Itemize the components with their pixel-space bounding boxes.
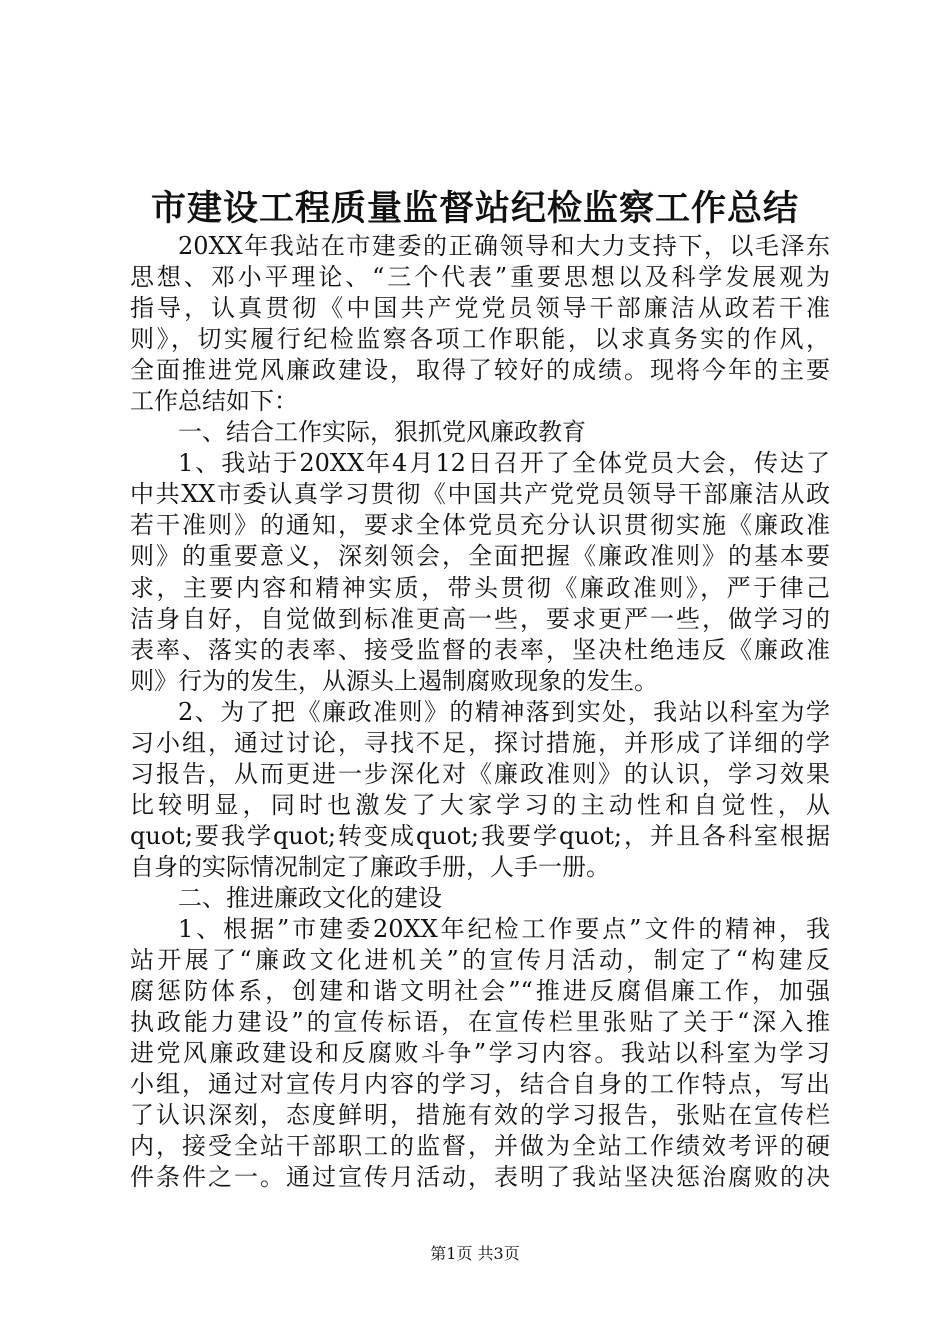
text-line: quot;要我学quot;转变成quot;我要学quot;，并且各科室根据: [130, 821, 830, 850]
text-line: 件条件之一。通过宣传月活动，表明了我站坚决惩治腐败的决: [130, 1163, 830, 1192]
text-line: 比较明显，同时也激发了大家学习的主动性和自觉性，从: [130, 790, 830, 819]
text-line: 则》行为的发生，从源头上遏制腐败现象的发生。: [130, 666, 658, 695]
text-line: 则》，切实履行纪检监察各项工作职能，以求真务实的作风，: [130, 325, 830, 354]
text-line: 小组，通过对宣传月内容的学习，结合自身的工作特点，写出: [130, 1070, 830, 1099]
text-line: 表率、落实的表率、接受监督的表率，坚决杜绝违反《廉政准: [130, 635, 830, 664]
text-line: 中共XX市委认真学习贯彻《中国共产党党员领导干部廉洁从政: [130, 480, 830, 509]
text-line: 思想、邓小平理论、“三个代表”重要思想以及科学发展观为: [130, 263, 830, 292]
text-line: 指导，认真贯彻《中国共产党党员领导干部廉洁从政若干准: [130, 294, 830, 323]
text-line: 了认识深刻，态度鲜明，措施有效的学习报告，张贴在宣传栏: [130, 1101, 830, 1130]
section-heading: 二、推进廉政文化的建设: [178, 883, 442, 912]
text-line: 习小组，通过讨论，寻找不足，探讨措施，并形成了详细的学: [130, 728, 830, 757]
text-line: 习报告，从而更进一步深化对《廉政准则》的认识，学习效果: [130, 759, 830, 788]
text-line: 20XX年我站在市建委的正确领导和大力支持下，以毛泽东: [178, 232, 830, 260]
document-body: [130, 231, 830, 1193]
text-line: 2、为了把《廉政准则》的精神落到实处，我站以科室为学: [178, 697, 830, 726]
text-line: 执政能力建设”的宣传标语，在宣传栏里张贴了关于“深入推: [130, 1008, 830, 1037]
text-line: 若干准则》的通知，要求全体党员充分认识贯彻实施《廉政准: [130, 511, 830, 540]
text-line: 腐惩防体系，创建和谐文明社会”“推进反腐倡廉工作，加强: [130, 977, 830, 1006]
text-line: 自身的实际情况制定了廉政手册，人手一册。: [130, 852, 610, 881]
text-line: 1、我站于20XX年4月12日召开了全体党员大会，传达了: [178, 449, 830, 478]
text-line: 1、根据”市建委20XX年纪检工作要点”文件的精神，我: [178, 915, 830, 944]
text-line: 内，接受全站干部职工的监督，并做为全站工作绩效考评的硬: [130, 1132, 830, 1161]
document-title: 市建设工程质量监督站纪检监察工作总结: [150, 188, 799, 229]
page-footer: 第1页 共3页: [430, 1244, 520, 1263]
text-line: 全面推进党风廉政建设，取得了较好的成绩。现将今年的主要: [130, 356, 830, 385]
text-line: 进党风廉政建设和反腐败斗争”学习内容。我站以科室为学习: [130, 1039, 830, 1068]
text-line: 站开展了“廉政文化进机关”的宣传月活动，制定了“构建反: [130, 946, 830, 975]
text-line: 洁身自好，自觉做到标准更高一些，要求更严一些，做学习的: [130, 604, 830, 633]
text-line: 工作总结如下：: [130, 387, 298, 416]
section-heading: 一、结合工作实际，狠抓党风廉政教育: [178, 418, 586, 447]
text-line: 求，主要内容和精神实质，带头贯彻《廉政准则》，严于律己: [130, 573, 830, 602]
text-line: 则》的重要意义，深刻领会，全面把握《廉政准则》的基本要: [130, 542, 830, 571]
